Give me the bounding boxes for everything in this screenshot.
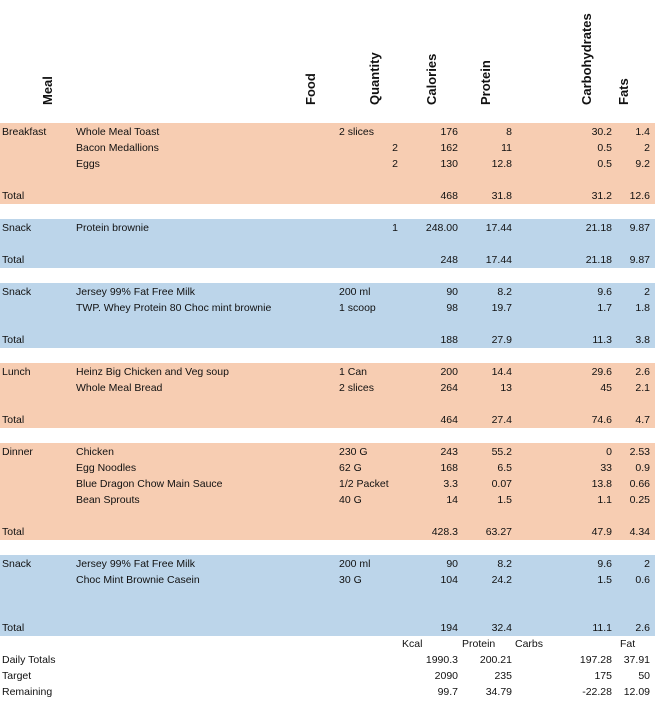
table-row	[0, 476, 655, 492]
protein-cell: 200.21	[479, 654, 512, 666]
calories-cell: 243	[440, 446, 458, 458]
carbs-cell: 47.9	[591, 526, 612, 538]
table-row	[0, 380, 655, 396]
total-row	[0, 620, 655, 636]
header-carbohydrates: Carbohydrates	[579, 13, 594, 105]
fat-cell: 12.6	[629, 190, 650, 202]
fat-cell: 0.9	[635, 462, 650, 474]
carbs-cell: 11.1	[592, 622, 612, 634]
protein-cell: 24.2	[491, 574, 512, 586]
table-row	[0, 300, 655, 316]
header-fats: Fats	[616, 78, 631, 105]
total-label: Total	[2, 622, 25, 634]
food-cell: Chicken	[76, 446, 114, 458]
total-label: Total	[2, 190, 25, 202]
table-row	[0, 156, 655, 172]
quantity-cell: 1	[392, 222, 398, 234]
carbs-cell: 0.5	[597, 158, 612, 170]
header-calories: Calories	[424, 53, 439, 105]
summary-header-protein: Protein	[462, 638, 496, 650]
calories-cell: 98	[446, 302, 458, 314]
calories-cell: 3.3	[443, 478, 458, 490]
protein-cell: 0.07	[491, 478, 512, 490]
protein-cell: 8.2	[497, 286, 512, 298]
carbs-cell: 175	[594, 670, 612, 682]
quantity-cell: 230 G	[339, 446, 368, 458]
fat-cell: 9.2	[635, 158, 650, 170]
carbs-cell: 0	[606, 446, 612, 458]
protein-cell: 1.5	[497, 494, 512, 506]
food-cell: Heinz Big Chicken and Veg soup	[76, 366, 229, 378]
fat-cell: 0.25	[629, 494, 650, 506]
calories-cell: 194	[440, 622, 458, 634]
protein-cell: 6.5	[497, 462, 512, 474]
summary-label: Target	[2, 670, 32, 682]
carbs-cell: 13.8	[591, 478, 612, 490]
fat-cell: 2	[644, 558, 650, 570]
carbs-cell: 1.1	[597, 494, 612, 506]
table-row	[0, 444, 655, 460]
meal-label: Lunch	[2, 366, 31, 378]
kcal-cell: 2090	[434, 670, 458, 682]
summary-header-row	[0, 636, 655, 652]
carbs-cell: 74.6	[591, 414, 612, 426]
calories-cell: 248	[440, 254, 458, 266]
food-cell: TWP. Whey Protein 80 Choc mint brownie	[76, 302, 272, 314]
fat-cell: 1.8	[635, 302, 650, 314]
carbs-cell: -22.28	[582, 686, 612, 698]
protein-cell: 11	[501, 142, 512, 154]
protein-cell: 12.8	[491, 158, 512, 170]
carbs-cell: 9.6	[597, 558, 612, 570]
carbs-cell: 30.2	[591, 126, 612, 138]
carbs-cell: 31.2	[591, 190, 612, 202]
fat-cell: 9.87	[629, 222, 650, 234]
protein-cell: 32.4	[491, 622, 512, 634]
carbs-cell: 1.7	[597, 302, 612, 314]
summary-row-remaining	[0, 684, 655, 700]
table-row	[0, 284, 655, 300]
food-cell: Bacon Medallions	[76, 142, 159, 154]
carbs-cell: 1.5	[597, 574, 612, 586]
meal-label: Dinner	[2, 446, 33, 458]
table-row	[0, 572, 655, 588]
protein-cell: 8.2	[497, 558, 512, 570]
fat-cell: 2	[644, 286, 650, 298]
protein-cell: 19.7	[491, 302, 512, 314]
carbs-cell: 11.3	[592, 334, 612, 346]
protein-cell: 14.4	[491, 366, 512, 378]
calories-cell: 428.3	[431, 526, 458, 538]
fat-cell: 2.53	[629, 446, 650, 458]
kcal-cell: 99.7	[437, 686, 458, 698]
carbs-cell: 0.5	[597, 142, 612, 154]
carbs-cell: 29.6	[591, 366, 612, 378]
protein-cell: 13	[500, 382, 512, 394]
calories-cell: 464	[440, 414, 458, 426]
total-row	[0, 524, 655, 540]
quantity-cell: 1 scoop	[339, 302, 376, 314]
table-row	[0, 220, 655, 236]
food-cell: Protein brownie	[76, 222, 149, 234]
quantity-cell: 2	[392, 158, 398, 170]
fat-cell: 0.66	[629, 478, 650, 490]
fat-cell: 2	[644, 142, 650, 154]
carbs-cell: 197.28	[579, 654, 612, 666]
calories-cell: 188	[440, 334, 458, 346]
food-cell: Eggs	[76, 158, 100, 170]
summary-label: Remaining	[2, 686, 53, 698]
calories-cell: 168	[440, 462, 458, 474]
table-row	[0, 460, 655, 476]
carbs-cell: 45	[600, 382, 612, 394]
header-protein: Protein	[478, 60, 493, 105]
fat-cell: 9.87	[629, 254, 650, 266]
header-quantity: Quantity	[367, 52, 382, 105]
calories-cell: 130	[440, 158, 458, 170]
fat-cell: 37.91	[623, 654, 650, 666]
calories-cell: 264	[440, 382, 458, 394]
protein-cell: 34.79	[485, 686, 512, 698]
total-row	[0, 412, 655, 428]
food-cell: Whole Meal Bread	[76, 382, 163, 394]
protein-cell: 17.44	[485, 222, 512, 234]
table-row	[0, 124, 655, 140]
calories-cell: 468	[440, 190, 458, 202]
protein-cell: 8	[506, 126, 512, 138]
quantity-cell: 30 G	[339, 574, 362, 586]
total-label: Total	[2, 526, 25, 538]
calories-cell: 90	[446, 558, 458, 570]
protein-cell: 55.2	[491, 446, 512, 458]
fat-cell: 4.7	[635, 414, 650, 426]
protein-cell: 27.4	[491, 414, 512, 426]
summary-header-kcal: Kcal	[402, 638, 423, 650]
fat-cell: 50	[638, 670, 650, 682]
food-cell: Blue Dragon Chow Main Sauce	[76, 478, 223, 490]
header-food: Food	[303, 73, 318, 105]
total-label: Total	[2, 254, 25, 266]
fat-cell: 2.1	[635, 382, 650, 394]
total-label: Total	[2, 334, 25, 346]
calories-cell: 104	[440, 574, 458, 586]
meal-label: Breakfast	[2, 126, 47, 138]
total-row	[0, 188, 655, 204]
fat-cell: 2.6	[635, 366, 650, 378]
quantity-cell: 2 slices	[339, 382, 375, 394]
fat-cell: 0.6	[635, 574, 650, 586]
carbs-cell: 21.18	[585, 222, 612, 234]
fat-cell: 4.34	[629, 526, 650, 538]
table-row	[0, 364, 655, 380]
food-cell: Egg Noodles	[76, 462, 137, 474]
protein-cell: 31.8	[491, 190, 512, 202]
calories-cell: 200	[440, 366, 458, 378]
fat-cell: 12.09	[623, 686, 650, 698]
calories-cell: 14	[446, 494, 458, 506]
calories-cell: 248.00	[425, 222, 458, 234]
carbs-cell: 21.18	[585, 254, 612, 266]
total-row	[0, 332, 655, 348]
kcal-cell: 1990.3	[425, 654, 458, 666]
protein-cell: 17.44	[485, 254, 512, 266]
calories-cell: 176	[440, 126, 458, 138]
quantity-cell: 1/2 Packet	[339, 478, 389, 490]
food-cell: Choc Mint Brownie Casein	[76, 574, 200, 586]
quantity-cell: 2 slices	[339, 126, 375, 138]
food-cell: Jersey 99% Fat Free Milk	[76, 558, 196, 570]
protein-cell: 235	[494, 670, 512, 682]
meal-label: Snack	[2, 558, 32, 570]
total-row	[0, 252, 655, 268]
summary-row-daily-totals	[0, 652, 655, 668]
table-row	[0, 556, 655, 572]
food-cell: Whole Meal Toast	[76, 126, 160, 138]
calories-cell: 162	[440, 142, 458, 154]
quantity-cell: 1 Can	[339, 366, 368, 378]
summary-header-carbs: Carbs	[515, 638, 544, 650]
meal-label: Snack	[2, 222, 32, 234]
carbs-cell: 33	[600, 462, 612, 474]
quantity-cell: 2	[392, 142, 398, 154]
summary-header-fat: Fat	[620, 638, 636, 650]
quantity-cell: 200 ml	[339, 286, 371, 298]
quantity-cell: 62 G	[339, 462, 362, 474]
table-row	[0, 140, 655, 156]
quantity-cell: 200 ml	[339, 558, 371, 570]
quantity-cell: 40 G	[339, 494, 362, 506]
meal-label: Snack	[2, 286, 32, 298]
protein-cell: 27.9	[491, 334, 512, 346]
food-cell: Bean Sprouts	[76, 494, 140, 506]
carbs-cell: 9.6	[597, 286, 612, 298]
calories-cell: 90	[446, 286, 458, 298]
food-cell: Jersey 99% Fat Free Milk	[76, 286, 196, 298]
header-meal: Meal	[40, 76, 55, 105]
fat-cell: 3.8	[635, 334, 650, 346]
fat-cell: 2.6	[635, 622, 650, 634]
summary-label: Daily Totals	[2, 654, 56, 666]
total-label: Total	[2, 414, 25, 426]
fat-cell: 1.4	[635, 126, 650, 138]
table-row	[0, 492, 655, 508]
summary-row-target	[0, 668, 655, 684]
protein-cell: 63.27	[485, 526, 512, 538]
